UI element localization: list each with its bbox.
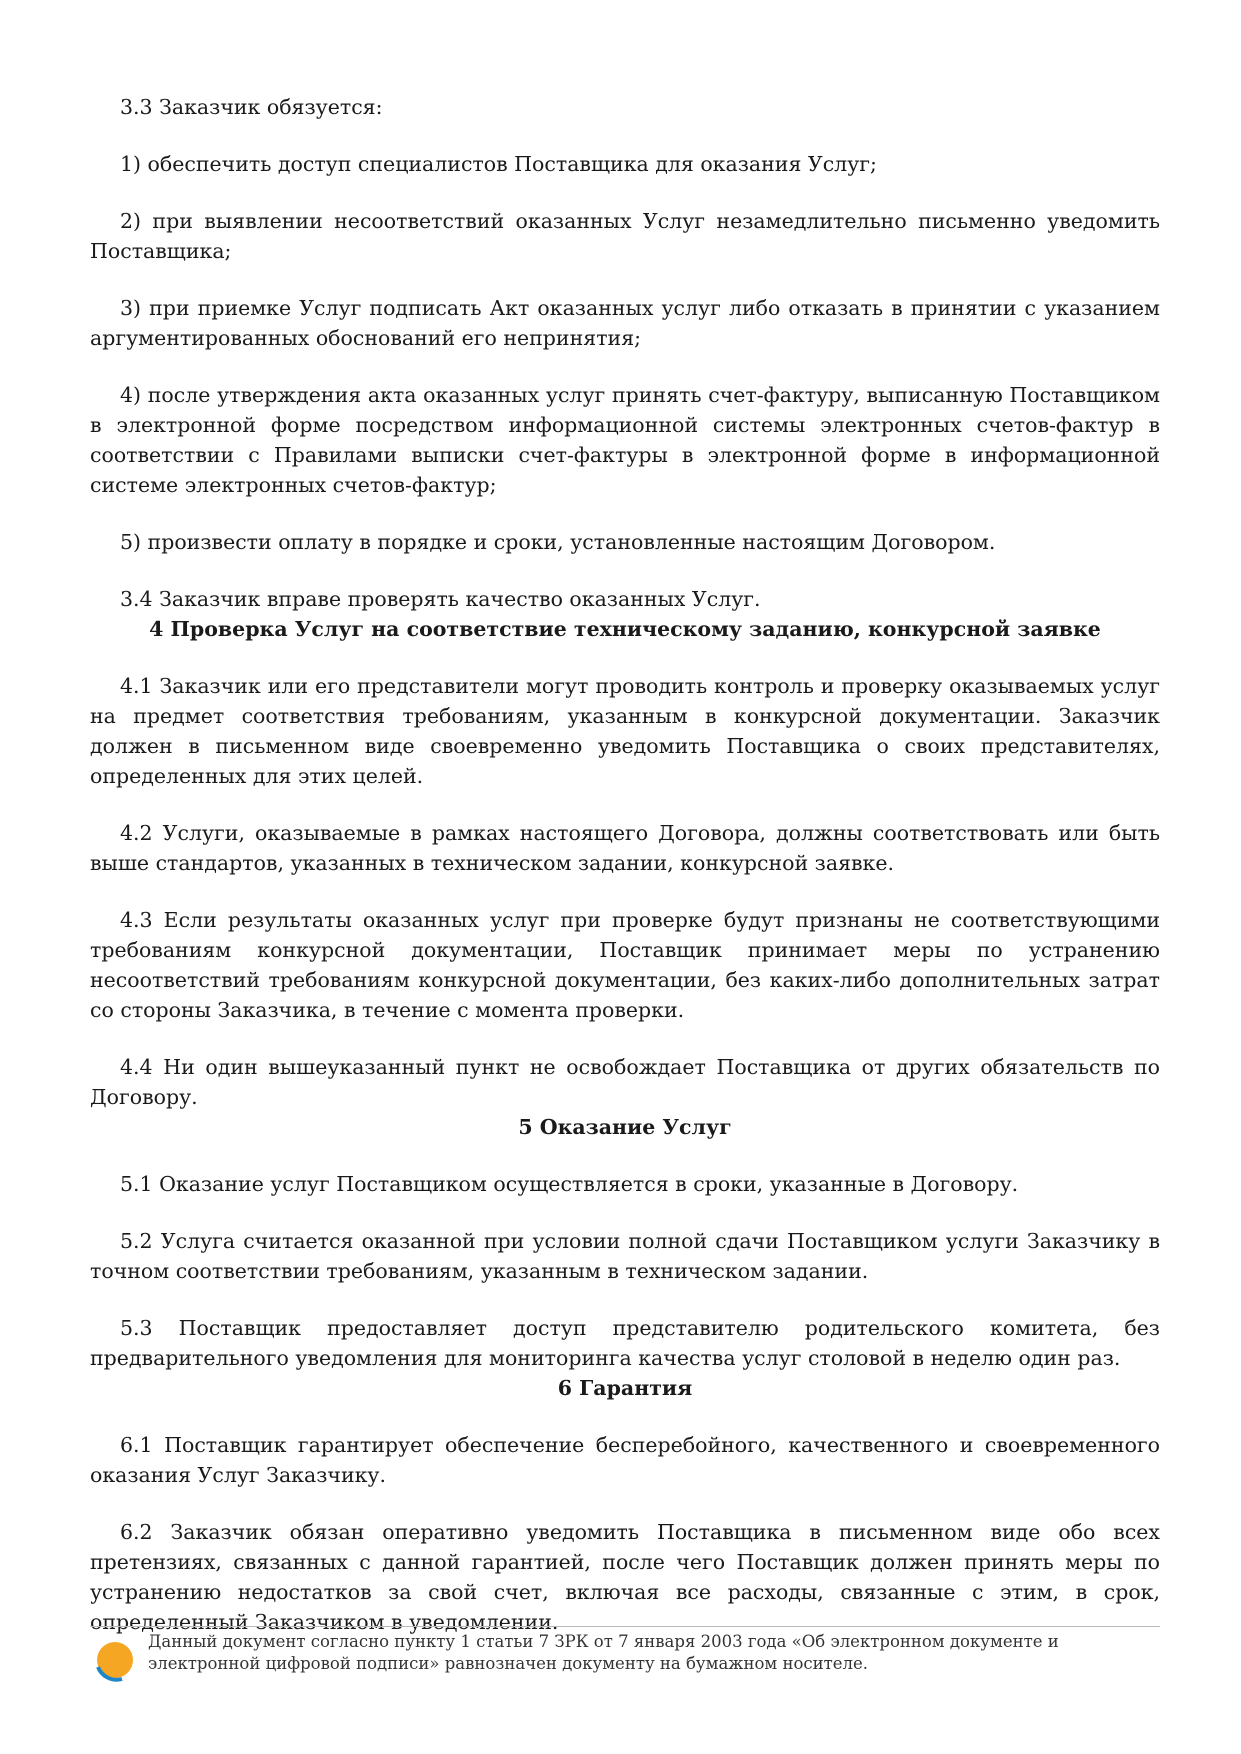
clause-4-4: 4.4 Ни один вышеуказанный пункт не освобождает Поставщика от других обязательств по Договору. [90,1055,1160,1109]
clause-5-1: 5.1 Оказание услуг Поставщиком осуществляется в сроки, указанные в Договору. [120,1172,1019,1196]
footer-notice [90,1626,1160,1673]
legal-note-line-2: электронной цифровой подписи» равнозначен документу на бумажном носителе. [148,1654,869,1673]
clause-4-1: 4.1 Заказчик или его представители могут проводить контроль и проверку оказываемых услуг на предмет соответствия требованиям, указанным в конкурсной документации. Заказчик должен в письменном виде своевременно уведомить Поставщика о своих представителях, определенных для этих целей. [90,674,1160,788]
clause-5-3: 5.3 Поставщик предоставляет доступ представителю родительского комитета, без предварительного уведомления для мониторинга качества услуг столовой в неделю один раз. [90,1316,1160,1370]
legal-note-line-1: Данный документ согласно пункту 1 статьи 7 ЗРК от 7 января 2003 года «Об электронном документе и [148,1632,1059,1651]
section-4-heading: 4 Проверка Услуг на соответствие техническому заданию, конкурсной заявке [149,617,1101,641]
section-5-heading: 5 Оказание Услуг [518,1115,732,1139]
clause-4-3: 4.3 Если результаты оказанных услуг при проверке будут признаны не соответствующими требованиям конкурсной документации, Поставщик принимает меры по устранению несоответствий требованиям конкурсной документации, без каких-либо дополнительных затрат со стороны Заказчика, в течение с момента проверки. [90,908,1160,1022]
clause-3-3-item-2: 2) при выявлении несоответствий оказанных Услуг незамедлительно письменно уведомить Поставщика; [90,209,1160,263]
clause-4-2: 4.2 Услуги, оказываемые в рамках настоящего Договора, должны соответствовать или быть выше стандартов, указанных в техническом задании, конкурсной заявке. [90,821,1160,875]
clause-3-3: 3.3 Заказчик обязуется: [120,95,383,119]
clause-3-3-item-4: 4) после утверждения акта оказанных услуг принять счет-фактуру, выписанную Поставщиком в электронной форме посредством информационной системы электронных счетов-фактур в соответствии с Правилами выписки счет-фактуры в электронной форме в информационной системе электронных счетов-фактур; [90,383,1160,497]
document-body [90,92,1160,1637]
clause-5-2: 5.2 Услуга считается оказанной при условии полной сдачи Поставщиком услуги Заказчику в точном соответствии требованиям, указанным в техническом задании. [90,1229,1160,1283]
clause-3-4: 3.4 Заказчик вправе проверять качество оказанных Услуг. [120,587,761,611]
section-6-heading: 6 Гарантия [557,1376,693,1400]
clause-6-2: 6.2 Заказчик обязан оперативно уведомить Поставщика в письменном виде обо всех претензиях, связанных с данной гарантией, после чего Поставщик должен принять меры по устранению недостатков за свой счет, включая все расходы, связанные с этим, в срок, определенный Заказчиком в уведомлении. [90,1520,1160,1634]
clause-6-1: 6.1 Поставщик гарантирует обеспечение бесперебойного, качественного и своевременного оказания Услуг Заказчику. [90,1433,1160,1487]
legal-note [148,1631,1158,1675]
clause-3-3-item-1: 1) обеспечить доступ специалистов Поставщика для оказания Услуг; [120,152,877,176]
clause-3-3-item-5: 5) произвести оплату в порядке и сроки, установленные настоящим Договором. [120,530,996,554]
sun-logo-icon [92,1637,138,1683]
clause-3-3-item-3: 3) при приемке Услуг подписать Акт оказанных услуг либо отказать в принятии с указанием аргументированных обоснований его непринятия; [90,296,1160,350]
